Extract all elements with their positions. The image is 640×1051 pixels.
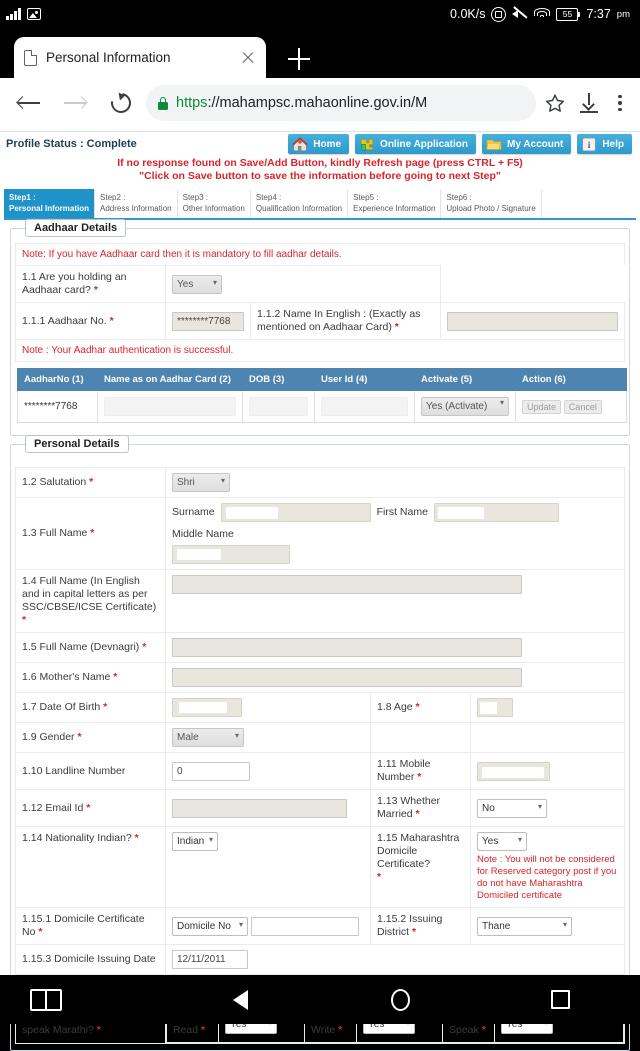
label-text: 1.6 Mother's Name — [22, 671, 111, 683]
browser-toolbar — [0, 78, 640, 128]
step-name: Experience Information — [353, 204, 436, 213]
network-speed-label: 0.0K/s — [450, 7, 486, 21]
android-home-button[interactable] — [320, 989, 480, 1011]
table-row — [16, 723, 625, 753]
firstname-label: First Name — [376, 506, 428, 518]
browser-tab[interactable] — [14, 37, 266, 78]
landline-label: 1.10 Landline Number — [16, 753, 166, 790]
aadhaar-no-cell — [166, 303, 251, 340]
web-page-content — [0, 128, 640, 1036]
fullname-devnagri-input[interactable] — [172, 638, 522, 657]
table-row — [16, 570, 625, 633]
step-name: Address Information — [100, 204, 172, 213]
nav-button-my-account[interactable] — [482, 134, 571, 154]
nationality-label — [16, 827, 166, 908]
mother-name-input[interactable] — [172, 668, 522, 687]
fullname-devnagri-label — [16, 633, 166, 663]
aadhaar-name-english-label — [251, 303, 441, 340]
required-marker: * — [481, 1024, 486, 1036]
tab-step2-address-information[interactable] — [95, 189, 178, 218]
step-name: Other Information — [182, 204, 245, 213]
personal-details-section — [10, 438, 630, 1051]
aadhaar-records-table — [17, 368, 627, 423]
required-marker: * — [201, 1024, 206, 1036]
salutation-label — [16, 468, 166, 498]
domicile-note: Note : You will not be considered for Reserved category post if you do not have Maharashtra Domiciled certificate — [477, 854, 617, 901]
required-marker: * — [96, 1024, 101, 1036]
label-text: speak Marathi? — [22, 1024, 94, 1036]
label-text: 1.13 Whether Married — [377, 795, 441, 820]
required-marker: * — [109, 314, 114, 327]
required-marker: * — [86, 801, 91, 814]
step-number: Step5 : — [353, 193, 379, 202]
fullname-row — [172, 503, 618, 541]
split-screen-button[interactable] — [0, 989, 160, 1011]
required-marker: * — [22, 614, 27, 626]
android-back-button[interactable] — [160, 990, 320, 1010]
step-name: Qualification Information — [255, 204, 343, 213]
battery-level-label: 55 — [556, 8, 578, 21]
married-select[interactable] — [477, 799, 547, 818]
url-truncated: M — [415, 95, 428, 111]
redacted-value — [321, 397, 408, 416]
fullname-devnagri-cell — [166, 633, 625, 663]
column-header-userid: User Id (4) — [315, 369, 415, 391]
required-marker: * — [93, 284, 98, 296]
browser-menu-button[interactable] — [608, 91, 632, 115]
aadhaar-name-english-input[interactable] — [447, 312, 618, 331]
aadhaar-form-table — [15, 265, 625, 340]
step-number: Step1 : — [9, 193, 36, 202]
aadhaar-holding-label — [16, 266, 166, 303]
mobile-cell — [471, 753, 625, 790]
nav-button-help[interactable] — [577, 134, 632, 154]
profile-status-label: Profile Status : Complete — [6, 138, 137, 150]
lock-icon — [158, 97, 168, 110]
battery-icon — [556, 8, 580, 21]
domicile-no-input[interactable] — [251, 917, 359, 936]
label-text: 1.3 Full Name — [22, 527, 88, 539]
table-row — [16, 633, 625, 663]
domicile-no-label — [16, 908, 166, 945]
surname-input[interactable] — [221, 503, 371, 522]
mobile-label — [371, 753, 471, 790]
android-status-bar — [0, 0, 640, 28]
issuing-district-label — [371, 908, 471, 945]
table-row — [16, 908, 625, 945]
gender-select[interactable] — [172, 728, 244, 747]
middlename-input[interactable] — [172, 545, 290, 564]
nav-button-online-application[interactable] — [355, 134, 476, 154]
nav-button-label: My Account — [507, 138, 564, 150]
gender-cell — [166, 723, 371, 753]
middlename-row — [172, 545, 618, 564]
android-recents-button[interactable] — [480, 990, 640, 1009]
browser-tab-strip — [0, 28, 640, 78]
step-number: Step2 : — [100, 193, 126, 202]
required-marker: * — [89, 476, 94, 488]
personal-details-legend: Personal Details — [25, 435, 129, 453]
dob-cell — [166, 693, 371, 723]
back-button[interactable] — [8, 82, 50, 124]
domicile-no-cell — [166, 908, 371, 945]
tab-step6-upload-photo-signature[interactable] — [441, 189, 541, 218]
required-marker: * — [134, 832, 139, 844]
book-icon — [580, 136, 598, 153]
alert-message-1: If no response found on Save/Add Button, kindly Refresh page (press CTRL + F5) — [117, 157, 523, 169]
table-row — [16, 303, 625, 340]
home-circle-icon — [391, 989, 410, 1011]
domicile-certificate-select[interactable] — [477, 832, 527, 851]
mobile-input[interactable] — [477, 762, 550, 781]
label-text: 1.9 Gender — [22, 731, 75, 743]
step-tabs — [4, 189, 636, 220]
redacted-value — [104, 397, 236, 416]
site-nav-buttons — [288, 134, 636, 154]
table-row — [16, 266, 625, 303]
split-screen-icon — [30, 989, 62, 1011]
bookmark-button[interactable] — [540, 82, 570, 124]
personal-details-table — [15, 467, 625, 1044]
mute-icon — [512, 7, 528, 21]
email-label — [16, 790, 166, 827]
gender-label — [16, 723, 166, 753]
table-row — [16, 663, 625, 693]
reload-button[interactable] — [100, 82, 142, 124]
required-marker: * — [415, 701, 420, 713]
page-header-row — [0, 132, 640, 154]
cancel-button[interactable]: Cancel — [564, 400, 602, 414]
mother-name-label — [16, 663, 166, 693]
label-text: Speak — [449, 1024, 479, 1036]
image-icon — [27, 8, 41, 20]
aadhaar-name-english-cell — [441, 303, 625, 340]
fullname-english-input[interactable] — [172, 575, 522, 594]
required-marker: * — [338, 1024, 343, 1036]
android-navigation-bar — [0, 975, 640, 1024]
email-input[interactable] — [172, 799, 347, 818]
required-marker: * — [377, 871, 382, 883]
nav-button-home[interactable] — [288, 134, 349, 154]
required-marker: * — [417, 771, 422, 783]
nav-button-label: Home — [313, 138, 342, 150]
label-text: 1.5 Full Name (Devnagri) — [22, 641, 140, 653]
column-header-action: Action (6) — [516, 369, 627, 391]
required-marker: * — [394, 321, 399, 333]
aadhaar-no-label — [16, 303, 166, 340]
middlename-label: Middle Name — [172, 528, 234, 540]
required-marker: * — [77, 731, 82, 743]
tab-step4-qualification-information[interactable] — [251, 189, 348, 218]
column-header-name: Name as on Aadhar Card (2) — [98, 369, 243, 391]
nav-button-label: Online Application — [380, 138, 469, 150]
label-text: 1.15.2 Issuing District — [377, 913, 443, 938]
domicile-no-type-select[interactable] — [172, 917, 248, 936]
clock-label: 7:37 — [586, 7, 611, 21]
gender-spacer-1 — [371, 723, 471, 753]
label-text: Write — [311, 1024, 336, 1036]
required-marker: * — [103, 701, 108, 713]
cell-userid — [315, 391, 415, 423]
issuing-district-cell — [471, 908, 625, 945]
fullname-label — [16, 498, 166, 570]
url-rest: ://mahampsc.mahaonline.gov.in/ — [207, 95, 416, 111]
column-header-aadharno: AadharNo (1) — [18, 369, 98, 391]
required-marker: * — [38, 926, 43, 938]
cell-action — [516, 391, 627, 423]
age-cell — [471, 693, 625, 723]
step-name: Upload Photo / Signature — [446, 204, 536, 213]
recents-icon — [551, 990, 570, 1009]
folder-icon — [485, 136, 503, 153]
alert-message-2: "Click on Save button to save the information before going to next Step" — [139, 170, 501, 182]
label-text: 1.12 Email Id — [22, 801, 84, 814]
age-label — [371, 693, 471, 723]
firstname-input[interactable] — [434, 503, 559, 522]
cell-activate — [415, 391, 516, 423]
label-text: 1.1.1 Aadhaar No. — [22, 314, 107, 327]
step-number: Step3 : — [182, 193, 208, 202]
column-header-dob: DOB (3) — [243, 369, 315, 391]
aadhaar-details-section — [10, 222, 630, 436]
clock-meridiem: pm — [616, 8, 630, 20]
label-text: 1.2 Salutation — [22, 476, 87, 488]
dob-input[interactable] — [172, 698, 242, 717]
nav-button-label: Help — [602, 138, 624, 150]
rotation-lock-icon — [491, 7, 506, 22]
label-text: 1.11 Mobile Number — [377, 758, 431, 783]
redacted-value — [249, 397, 308, 416]
aadhaar-details-legend: Aadhaar Details — [25, 219, 126, 237]
surname-label: Surname — [172, 506, 215, 518]
url-label — [176, 95, 427, 111]
domicile-certificate-label — [371, 827, 471, 908]
required-marker: * — [412, 926, 417, 938]
cell-dob — [243, 391, 315, 423]
home-icon — [291, 136, 309, 153]
download-button[interactable] — [574, 82, 604, 124]
svg-text:i: i — [588, 139, 591, 150]
nationality-cell — [166, 827, 371, 908]
wifi-icon — [534, 8, 550, 21]
fullname-cell — [166, 498, 625, 570]
activate-select[interactable] — [421, 397, 509, 416]
signal-bars-icon — [6, 8, 21, 20]
salutation-select[interactable] — [172, 473, 230, 492]
table-row — [16, 945, 625, 975]
required-marker: * — [113, 671, 118, 683]
label-text: 1.7 Date Of Birth — [22, 701, 101, 713]
label-text: 1.1.2 Name In English : (Exactly as mentioned on Aadhaar Card) — [257, 308, 421, 333]
landline-input[interactable] — [172, 762, 250, 781]
table-row — [16, 468, 625, 498]
domicile-date-label: 1.15.3 Domicile Issuing Date — [16, 945, 166, 975]
aadhaar-note-bottom: Note : Your Aadhar authentication is successful. — [15, 340, 625, 362]
label-text: 1.15 Maharashtra Domicile Certificate? — [377, 832, 460, 870]
table-row — [16, 827, 625, 908]
puzzle-icon — [358, 136, 376, 153]
table-row — [16, 753, 625, 790]
table-row — [16, 790, 625, 827]
fullname-english-cell — [166, 570, 625, 633]
page-document-icon — [24, 50, 37, 66]
required-marker: * — [415, 808, 420, 820]
label-text: 1.14 Nationality Indian? — [22, 832, 132, 844]
label-text: 1.15.1 Domicile Certificate No — [22, 913, 145, 938]
update-button[interactable]: Update — [522, 400, 561, 414]
nationality-select[interactable] — [172, 832, 218, 851]
tab-step5-experience-information[interactable] — [348, 189, 441, 218]
landline-cell — [166, 753, 371, 790]
new-tab-button[interactable] — [288, 48, 310, 70]
age-input[interactable] — [477, 698, 513, 717]
table-row — [16, 498, 625, 570]
label-text: 1.4 Full Name (In English and in capital letters as per SSC/CBSE/ICSE Certificate) — [22, 575, 157, 613]
mother-name-cell — [166, 663, 625, 693]
step-number: Step6 : — [446, 193, 472, 202]
salutation-cell — [166, 468, 625, 498]
forward-button[interactable] — [54, 82, 96, 124]
aadhaar-note-top: Note: If you have Aadhaar card then it is mandatory to fill aadhar details. — [15, 243, 625, 265]
tab-title-label: Personal Information — [46, 50, 171, 65]
download-icon — [579, 93, 599, 113]
table-row — [16, 693, 625, 723]
gender-spacer-2 — [471, 723, 625, 753]
url-scheme: https — [176, 95, 208, 111]
tab-step1-personal-information[interactable] — [4, 189, 95, 218]
table-header-row — [18, 369, 627, 391]
label-text: Read — [173, 1024, 199, 1036]
aadhaar-no-input[interactable] — [172, 312, 244, 331]
dob-label — [16, 693, 166, 723]
address-bar[interactable] — [146, 85, 536, 121]
required-marker: * — [90, 527, 95, 539]
label-text: 1.1 Are you holding an Aadhaar card? — [22, 271, 127, 296]
issuing-district-select[interactable] — [477, 917, 572, 936]
close-icon[interactable] — [240, 50, 256, 66]
domicile-certificate-cell — [471, 827, 625, 908]
cell-aadharno: ********7768 — [18, 391, 98, 423]
married-label — [371, 790, 471, 827]
cell-name — [98, 391, 243, 423]
required-marker: * — [142, 641, 147, 653]
tab-step3-other-information[interactable] — [178, 189, 251, 218]
domicile-date-cell — [166, 945, 625, 975]
star-icon — [544, 93, 566, 114]
table-row — [18, 391, 627, 423]
email-cell — [166, 790, 371, 827]
fullname-english-label — [16, 570, 166, 633]
label-text: 1.8 Age — [377, 701, 413, 713]
married-cell — [471, 790, 625, 827]
aadhaar-holding-cell — [166, 266, 441, 303]
domicile-date-input[interactable] — [172, 950, 248, 969]
back-icon — [233, 990, 248, 1010]
aadhaar-holding-select[interactable] — [172, 275, 222, 294]
step-name: Personal Information — [9, 204, 90, 213]
step-number: Step4 : — [255, 193, 282, 202]
column-header-activate: Activate (5) — [415, 369, 516, 391]
